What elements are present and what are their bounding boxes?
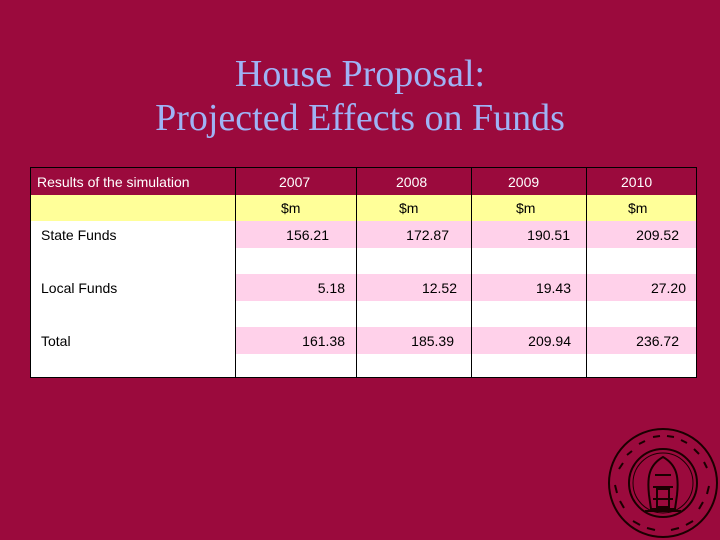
slide-title xyxy=(0,52,720,140)
year-header: 2007 xyxy=(279,173,311,190)
column-divider xyxy=(471,168,472,377)
row-label: Local Funds xyxy=(41,279,118,296)
table-row xyxy=(31,274,696,301)
column-divider xyxy=(586,168,587,377)
header-row xyxy=(31,168,696,195)
year-header: 2008 xyxy=(396,173,428,190)
year-header: 2010 xyxy=(621,173,653,190)
row-label: State Funds xyxy=(41,226,117,243)
unit-cell: $m xyxy=(399,200,419,216)
results-table xyxy=(30,167,697,378)
value-cell: 12.52 xyxy=(421,279,457,296)
value-cell: 209.52 xyxy=(636,226,679,243)
column-divider xyxy=(356,168,357,377)
value-cell: 161.38 xyxy=(302,332,345,349)
row-label: Total xyxy=(41,332,71,349)
column-divider xyxy=(235,168,236,377)
title-line-2: Projected Effects on Funds xyxy=(155,97,565,139)
value-cell: 27.20 xyxy=(650,279,686,296)
unit-cell: $m xyxy=(628,200,648,216)
value-cell: 236.72 xyxy=(636,332,679,349)
unit-cell: $m xyxy=(516,200,536,216)
table-row xyxy=(31,327,696,354)
year-header: 2009 xyxy=(508,173,540,190)
value-cell: 209.94 xyxy=(528,332,571,349)
value-cell: 172.87 xyxy=(406,226,449,243)
title-line-1: House Proposal: xyxy=(234,53,486,95)
value-cell: 190.51 xyxy=(527,226,570,243)
value-cell: 19.43 xyxy=(535,279,571,296)
units-row xyxy=(31,195,696,221)
value-cell: 185.39 xyxy=(411,332,454,349)
value-cell: 5.18 xyxy=(317,279,345,296)
unit-cell: $m xyxy=(281,200,301,216)
table-row xyxy=(31,221,696,248)
value-cell: 156.21 xyxy=(286,226,329,243)
university-seal-icon xyxy=(605,425,720,540)
corner-header: Results of the simulation xyxy=(37,173,190,190)
